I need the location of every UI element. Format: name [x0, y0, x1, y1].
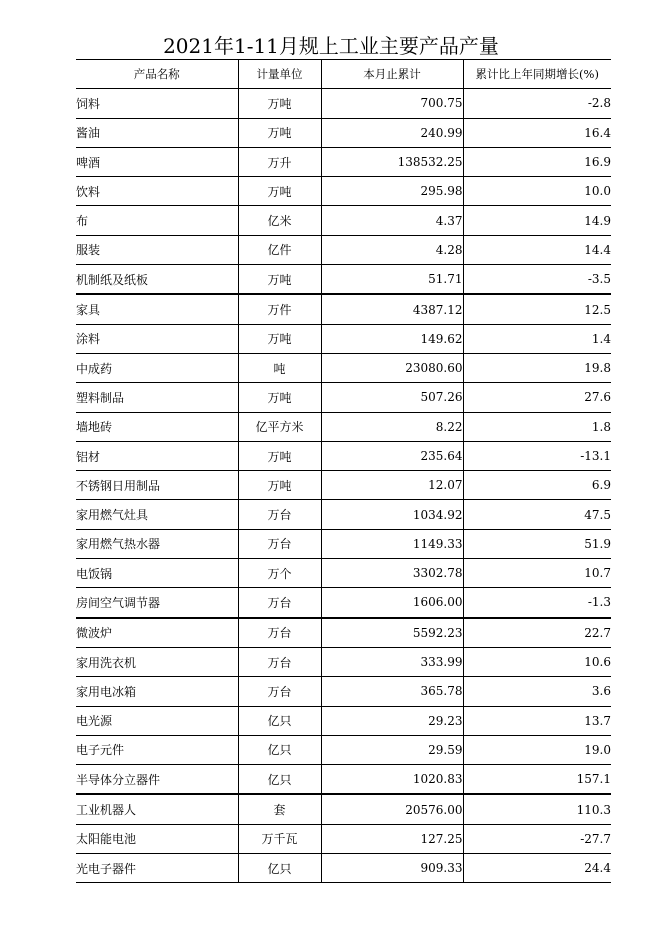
- unit-cell: 万吨: [238, 89, 321, 118]
- growth-cell: 19.0: [463, 735, 611, 764]
- growth-cell: 10.0: [463, 177, 611, 206]
- header-product-name: 产品名称: [76, 60, 238, 89]
- table-row: [76, 441, 611, 470]
- cumulative-cell: 909.33: [321, 854, 463, 883]
- growth-cell: 14.4: [463, 235, 611, 264]
- product-name-cell: 微波炉: [76, 618, 238, 648]
- unit-cell: 万台: [238, 647, 321, 676]
- table-row: [76, 794, 611, 824]
- unit-cell: 万吨: [238, 324, 321, 353]
- cumulative-cell: 4.28: [321, 235, 463, 264]
- cumulative-cell: 8.22: [321, 412, 463, 441]
- growth-cell: -13.1: [463, 441, 611, 470]
- cumulative-cell: 12.07: [321, 471, 463, 500]
- growth-cell: 19.8: [463, 353, 611, 382]
- product-name-cell: 机制纸及纸板: [76, 265, 238, 295]
- product-name-cell: 电光源: [76, 706, 238, 735]
- growth-cell: 22.7: [463, 618, 611, 648]
- unit-cell: 亿平方米: [238, 412, 321, 441]
- product-name-cell: 饲料: [76, 89, 238, 118]
- table-row: [76, 647, 611, 676]
- table-row: [76, 500, 611, 529]
- cumulative-cell: 333.99: [321, 647, 463, 676]
- table-header-row: [76, 60, 611, 89]
- unit-cell: 亿只: [238, 735, 321, 764]
- product-name-cell: 服装: [76, 235, 238, 264]
- growth-cell: 27.6: [463, 383, 611, 412]
- cumulative-cell: 20576.00: [321, 794, 463, 824]
- growth-cell: 10.6: [463, 647, 611, 676]
- cumulative-cell: 1149.33: [321, 529, 463, 558]
- cumulative-cell: 127.25: [321, 824, 463, 853]
- product-name-cell: 家用燃气热水器: [76, 529, 238, 558]
- unit-cell: 万吨: [238, 441, 321, 470]
- product-name-cell: 家具: [76, 294, 238, 324]
- table-row: [76, 529, 611, 558]
- page-title: 2021年1-11月规上工业主要产品产量: [163, 34, 499, 58]
- unit-cell: 亿只: [238, 765, 321, 795]
- unit-cell: 万千瓦: [238, 824, 321, 853]
- table-row: [76, 147, 611, 176]
- cumulative-cell: 1034.92: [321, 500, 463, 529]
- product-name-cell: 电子元件: [76, 735, 238, 764]
- table-row: [76, 854, 611, 883]
- product-name-cell: 家用燃气灶具: [76, 500, 238, 529]
- cumulative-cell: 4387.12: [321, 294, 463, 324]
- unit-cell: 万台: [238, 529, 321, 558]
- table-row: [76, 265, 611, 295]
- cumulative-cell: 138532.25: [321, 147, 463, 176]
- table-row: [76, 206, 611, 235]
- product-name-cell: 饮料: [76, 177, 238, 206]
- growth-cell: 24.4: [463, 854, 611, 883]
- cumulative-cell: 3302.78: [321, 559, 463, 588]
- table-row: [76, 706, 611, 735]
- product-name-cell: 工业机器人: [76, 794, 238, 824]
- product-name-cell: 啤酒: [76, 147, 238, 176]
- product-name-cell: 光电子器件: [76, 854, 238, 883]
- cumulative-cell: 4.37: [321, 206, 463, 235]
- cumulative-cell: 365.78: [321, 677, 463, 706]
- unit-cell: 亿件: [238, 235, 321, 264]
- growth-cell: 1.4: [463, 324, 611, 353]
- table-row: [76, 559, 611, 588]
- table-row: [76, 765, 611, 795]
- product-name-cell: 家用洗衣机: [76, 647, 238, 676]
- growth-cell: 6.9: [463, 471, 611, 500]
- cumulative-cell: 51.71: [321, 265, 463, 295]
- unit-cell: 万吨: [238, 118, 321, 147]
- growth-cell: 14.9: [463, 206, 611, 235]
- unit-cell: 万升: [238, 147, 321, 176]
- product-name-cell: 中成药: [76, 353, 238, 382]
- unit-cell: 套: [238, 794, 321, 824]
- unit-cell: 万台: [238, 500, 321, 529]
- unit-cell: 万吨: [238, 177, 321, 206]
- unit-cell: 吨: [238, 353, 321, 382]
- product-name-cell: 布: [76, 206, 238, 235]
- header-cumulative: 本月止累计: [321, 60, 463, 89]
- table-row: [76, 471, 611, 500]
- growth-cell: 16.9: [463, 147, 611, 176]
- table-row: [76, 677, 611, 706]
- cumulative-cell: 1606.00: [321, 588, 463, 618]
- table-row: [76, 353, 611, 382]
- growth-cell: 13.7: [463, 706, 611, 735]
- unit-cell: 万台: [238, 677, 321, 706]
- product-name-cell: 半导体分立器件: [76, 765, 238, 795]
- header-unit: 计量单位: [238, 60, 321, 89]
- unit-cell: 万件: [238, 294, 321, 324]
- unit-cell: 亿只: [238, 706, 321, 735]
- growth-cell: 110.3: [463, 794, 611, 824]
- cumulative-cell: 29.59: [321, 735, 463, 764]
- table-row: [76, 383, 611, 412]
- production-table: [76, 59, 611, 883]
- growth-cell: 10.7: [463, 559, 611, 588]
- growth-cell: 157.1: [463, 765, 611, 795]
- product-name-cell: 铝材: [76, 441, 238, 470]
- unit-cell: 万台: [238, 618, 321, 648]
- cumulative-cell: 23080.60: [321, 353, 463, 382]
- product-name-cell: 墙地砖: [76, 412, 238, 441]
- product-name-cell: 涂料: [76, 324, 238, 353]
- table-row: [76, 177, 611, 206]
- growth-cell: -27.7: [463, 824, 611, 853]
- table-row: [76, 618, 611, 648]
- product-name-cell: 不锈钢日用制品: [76, 471, 238, 500]
- growth-cell: 1.8: [463, 412, 611, 441]
- cumulative-cell: 149.62: [321, 324, 463, 353]
- growth-cell: 12.5: [463, 294, 611, 324]
- cumulative-cell: 235.64: [321, 441, 463, 470]
- growth-cell: -3.5: [463, 265, 611, 295]
- cumulative-cell: 700.75: [321, 89, 463, 118]
- product-name-cell: 酱油: [76, 118, 238, 147]
- unit-cell: 万吨: [238, 265, 321, 295]
- table-body: [76, 89, 611, 883]
- growth-cell: 47.5: [463, 500, 611, 529]
- cumulative-cell: 507.26: [321, 383, 463, 412]
- unit-cell: 亿只: [238, 854, 321, 883]
- table-row: [76, 89, 611, 118]
- table-row: [76, 735, 611, 764]
- header-growth: 累计比上年同期增长(%): [463, 60, 611, 89]
- product-name-cell: 房间空气调节器: [76, 588, 238, 618]
- product-name-cell: 电饭锅: [76, 559, 238, 588]
- cumulative-cell: 1020.83: [321, 765, 463, 795]
- cumulative-cell: 240.99: [321, 118, 463, 147]
- growth-cell: 51.9: [463, 529, 611, 558]
- unit-cell: 万吨: [238, 471, 321, 500]
- product-name-cell: 家用电冰箱: [76, 677, 238, 706]
- product-name-cell: 塑料制品: [76, 383, 238, 412]
- growth-cell: -1.3: [463, 588, 611, 618]
- table-row: [76, 118, 611, 147]
- growth-cell: -2.8: [463, 89, 611, 118]
- table-row: [76, 294, 611, 324]
- table-row: [76, 412, 611, 441]
- unit-cell: 亿米: [238, 206, 321, 235]
- cumulative-cell: 29.23: [321, 706, 463, 735]
- growth-cell: 3.6: [463, 677, 611, 706]
- unit-cell: 万吨: [238, 383, 321, 412]
- cumulative-cell: 295.98: [321, 177, 463, 206]
- table-row: [76, 324, 611, 353]
- unit-cell: 万个: [238, 559, 321, 588]
- table-row: [76, 824, 611, 853]
- table-row: [76, 235, 611, 264]
- unit-cell: 万台: [238, 588, 321, 618]
- cumulative-cell: 5592.23: [321, 618, 463, 648]
- growth-cell: 16.4: [463, 118, 611, 147]
- table-row: [76, 588, 611, 618]
- product-name-cell: 太阳能电池: [76, 824, 238, 853]
